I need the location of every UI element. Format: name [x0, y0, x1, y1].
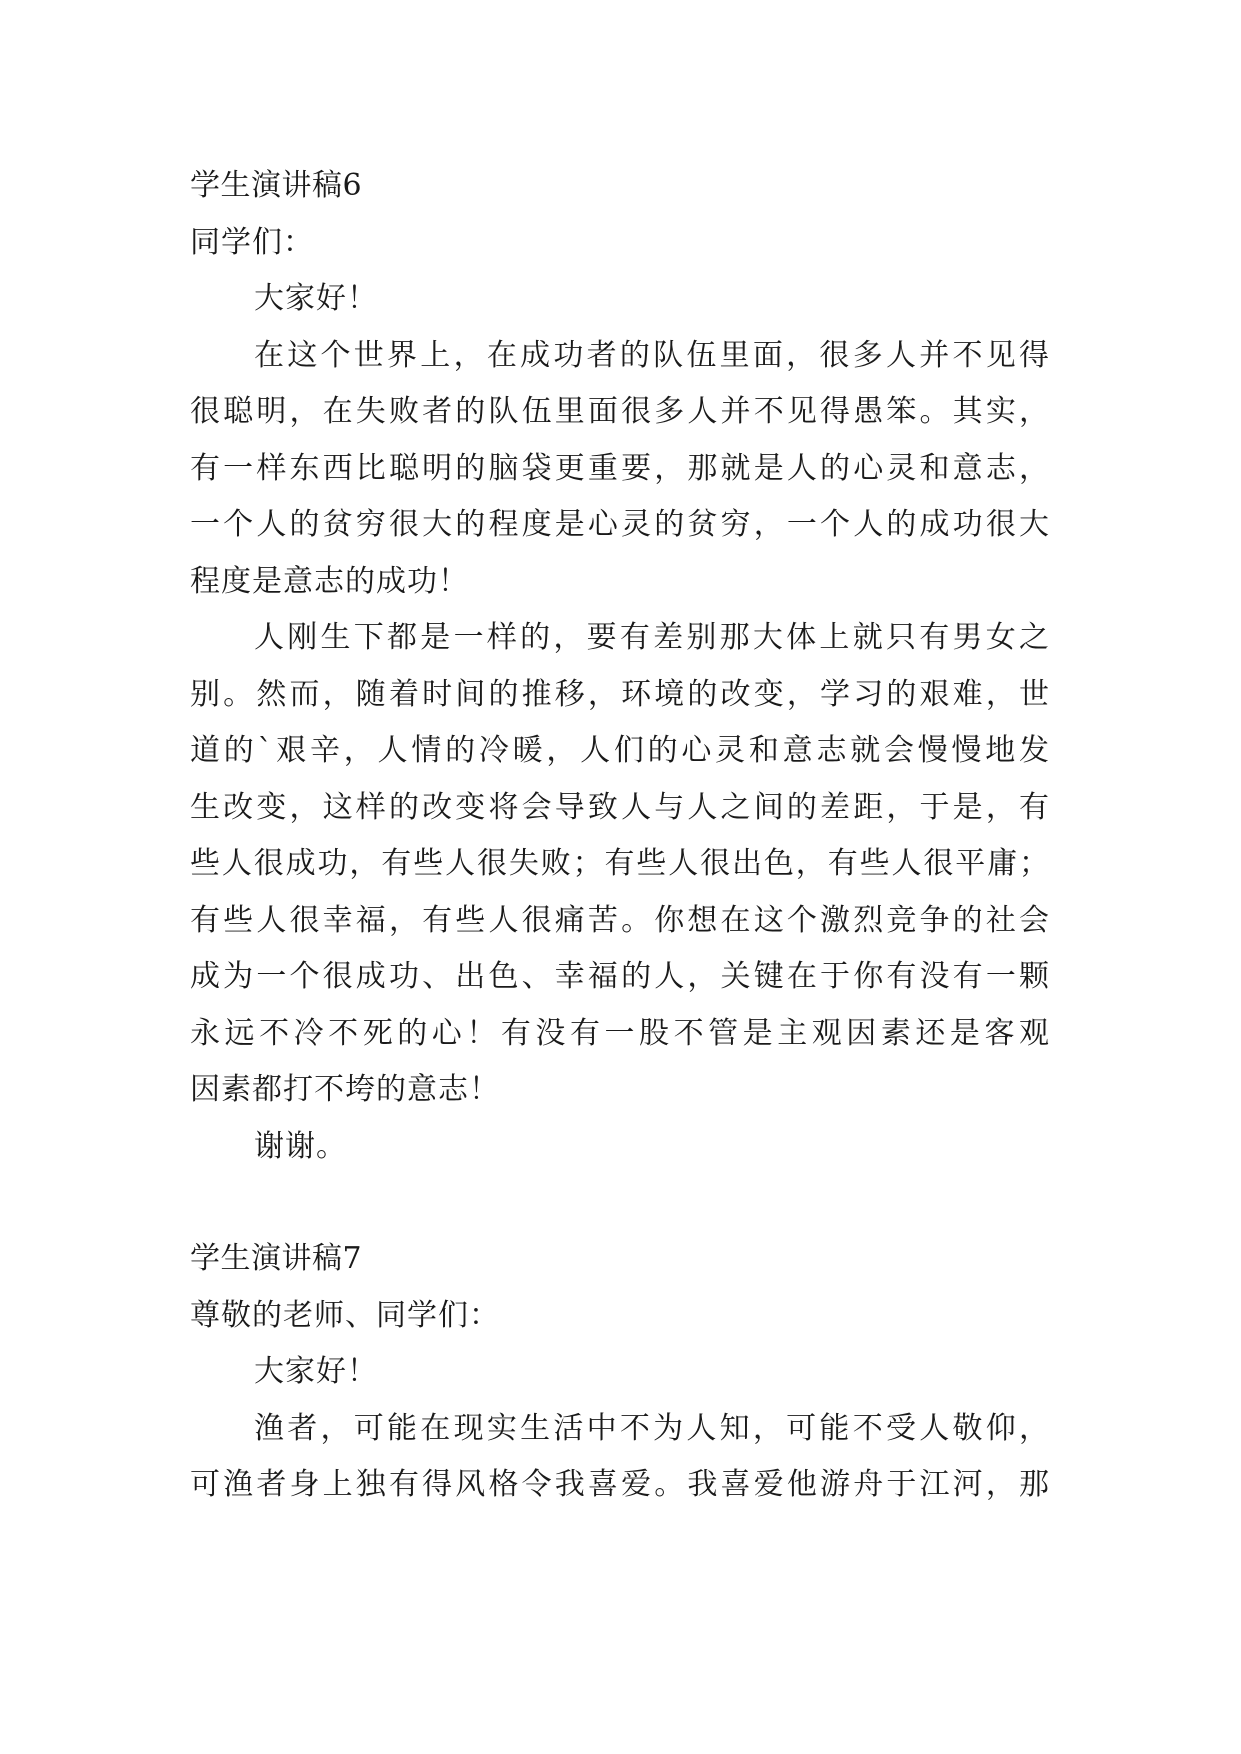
speech6-paragraph-1 — [190, 328, 1050, 611]
paragraph-line: 生改变，这样的改变将会导致人与人之间的差距，于是，有 — [190, 789, 1050, 825]
speech6-greeting: 大家好！ — [254, 281, 378, 316]
paragraph-line: 程度是意志的成功！ — [190, 563, 469, 599]
speech7-salutation: 尊敬的老师、同学们： — [190, 1297, 500, 1333]
paragraph-line: 有一样东西比聪明的脑袋更重要，那就是人的心灵和意志， — [190, 450, 1050, 486]
paragraph-line: 永远不冷不死的心！有没有一股不管是主观因素还是客观 — [190, 1015, 1050, 1051]
paragraph-line: 在这个世界上，在成功者的队伍里面，很多人并不见得 — [254, 337, 1050, 373]
speech6-salutation: 同学们： — [190, 224, 314, 260]
paragraph-line: 有些人很幸福，有些人很痛苦。你想在这个激烈竞争的社会 — [190, 902, 1050, 938]
paragraph-line: 很聪明，在失败者的队伍里面很多人并不见得愚笨。其实， — [190, 394, 1050, 429]
section-gap — [190, 1175, 1050, 1231]
speech7-title: 学生演讲稿7 — [190, 1241, 363, 1276]
speech6-paragraph-2 — [190, 610, 1050, 1119]
paragraph-line: 成为一个很成功、出色、幸福的人，关键在于你有没有一颗 — [190, 959, 1050, 994]
paragraph-line: 渔者，可能在现实生活中不为人知，可能不受人敬仰， — [254, 1410, 1050, 1446]
speech7-paragraph-1 — [190, 1401, 1050, 1514]
paragraph-line: 别。然而，随着时间的推移，环境的改变，学习的艰难，世 — [190, 676, 1050, 712]
text-column — [190, 158, 1050, 1514]
paragraph-line: 人刚生下都是一样的，要有差别那大体上就只有男女之 — [254, 620, 1050, 655]
paragraph-line: 因素都打不垮的意志！ — [190, 1072, 500, 1107]
speech6-title: 学生演讲稿6 — [190, 168, 363, 203]
speech7-greeting: 大家好！ — [254, 1354, 378, 1389]
paragraph-line: 些人很成功，有些人很失败；有些人很出色，有些人很平庸； — [190, 846, 1050, 881]
paragraph-line: 道的`艰辛，人情的冷暖，人们的心灵和意志就会慢慢地发 — [190, 733, 1050, 768]
speech6-closing: 谢谢。 — [254, 1128, 347, 1164]
paragraph-line: 可渔者身上独有得风格令我喜爱。我喜爱他游舟于江河，那 — [190, 1467, 1050, 1502]
paragraph-line: 一个人的贫穷很大的程度是心灵的贫穷，一个人的成功很大 — [190, 507, 1050, 542]
